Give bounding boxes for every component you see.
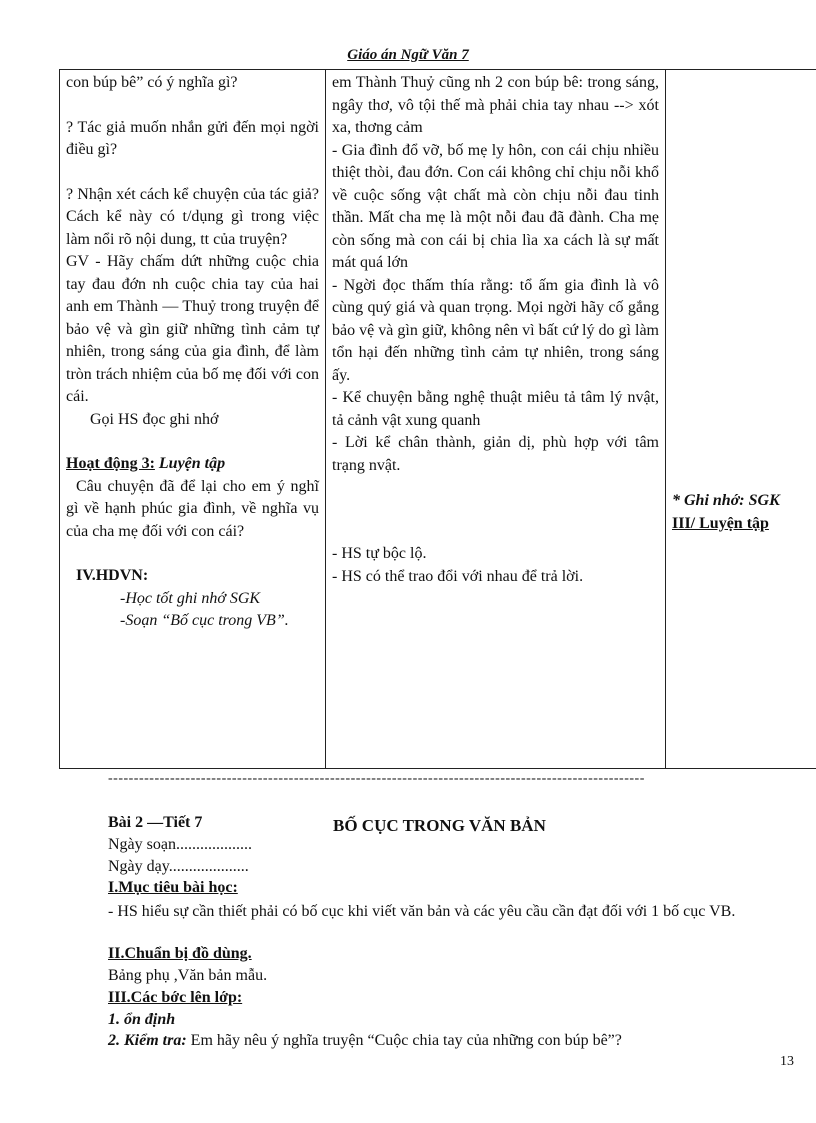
ghi-nho-label: * Ghi nhớ: SGK [672,492,780,509]
answer-text: - HS tự bộc lộ. [332,545,427,562]
section-preparation-heading: II.Chuẩn bị đồ dùng. [108,945,252,962]
section-steps-heading: III.Các bớc lên lớp: [108,989,243,1006]
content-cell [666,70,816,769]
question-text: ? Nhận xét cách kể chuyện của tác giả? Cách kể này có t/dụng gì trong việc làm nổi rõ nội dung, tt của truyện? [66,185,319,248]
instruction-text: Gọi HS đọc ghi nhớ [90,410,219,428]
activity-name: Luyện tập [158,455,226,472]
hdvn-heading: IV.HDVN: [76,567,149,584]
document-header: Giáo án Ngữ Văn 7 [347,47,469,63]
teacher-activity-cell [60,70,326,769]
answer-text: em Thành Thuỷ cũng nh 2 con búp bê: trong sáng, ngây thơ, vô tội thế mà phải chia tay nhau --> xót xa, thơng cảm [332,74,659,136]
preparation-text: Bảng phụ ,Văn bản mẫu. [108,967,268,984]
lesson-plan-table [59,69,816,769]
page-number: 13 [780,1054,794,1069]
teacher-note: GV - Hãy chấm dứt những cuộc chia tay đau đớn nh cuộc chia tay của hai anh em Thành — Thuỷ trong truyện để bảo vệ và gìn giữ những tình cảm tự nhiên, trong sáng của gia đình, để làm tròn trách nhiệm của bố mẹ đối với con cái. [66,253,319,405]
answer-text: - Lời kể chân thành, giản dị, phù hợp với tâm trạng nvật. [332,434,659,474]
question-text: con búp bê” có ý nghĩa gì? [66,74,238,91]
question-text: Câu chuyện đã để lại cho em ý nghĩ gì về hạnh phúc gia đình, về nghĩa vụ của cha mẹ đối với con cái? [66,477,319,540]
question-text: ? Tác giả muốn nhắn gửi đến mọi ngời điều gì? [66,118,319,158]
step-check [108,1032,622,1050]
table-row [60,70,816,769]
step-stabilize: 1. ổn định [108,1011,176,1028]
homework-item: -Học tốt ghi nhớ SGK [120,589,261,607]
luyen-tap-label: III/ Luyện tập [672,514,769,532]
homework-item: -Soạn “Bố cục trong VB”. [120,612,289,629]
ngay-day: Ngày dạy.................... [108,858,249,875]
objectives-text: - HS hiểu sự cần thiết phải có bố cục khi viết văn bản và các yêu cầu cần đạt đối với 1 bố cục VB. [108,903,736,920]
answer-text: - Gia đình đổ vỡ, bố mẹ ly hôn, con cái chịu nhiều thiệt thòi, đau đớn. Con cái không chỉ chịu nỗi khổ về cuộc sống vật chất mà còn chịu nỗi đau tinh thần. Mất cha mẹ là một nỗi đau đã đành. Cha mẹ còn sống mà con cái bị chia lìa xa cách là sự mất mát quá lớn [332,141,659,271]
separator-line: -------------------------------------------------------------------------------------------------------- [108,771,645,786]
answer-text: - HS có thể trao đổi với nhau để trả lời. [332,567,584,585]
section-objectives-heading: I.Mục tiêu bài học: [108,879,238,896]
check-label: 2. Kiểm tra: [108,1032,187,1049]
check-question: Em hãy nêu ý nghĩa truyện “Cuộc chia tay của những con búp bê”? [186,1032,622,1049]
answer-text: - Kể chuyện bằng nghệ thuật miêu tả tâm lý nvật, tả cảnh vật xung quanh [332,389,659,429]
lesson-title: BỐ CỤC TRONG VĂN BẢN [333,816,546,835]
lesson-number: Bài 2 —Tiết 7 [108,814,203,831]
ngay-soan: Ngày soạn................... [108,836,252,853]
answer-text: - Ngời đọc thấm thía rằng: tổ ấm gia đình là vô cùng quý giá và quan trọng. Mọi ngời hãy cố gắng bảo vệ và gìn giữ, không nên vì bất cứ lý do gì làm tổn hại đến những tình cảm tự nhiên, trong sáng ấy. [332,276,659,384]
activity-heading [66,453,319,476]
activity-label: Hoạt động 3: [66,455,155,472]
student-activity-cell [326,70,666,769]
